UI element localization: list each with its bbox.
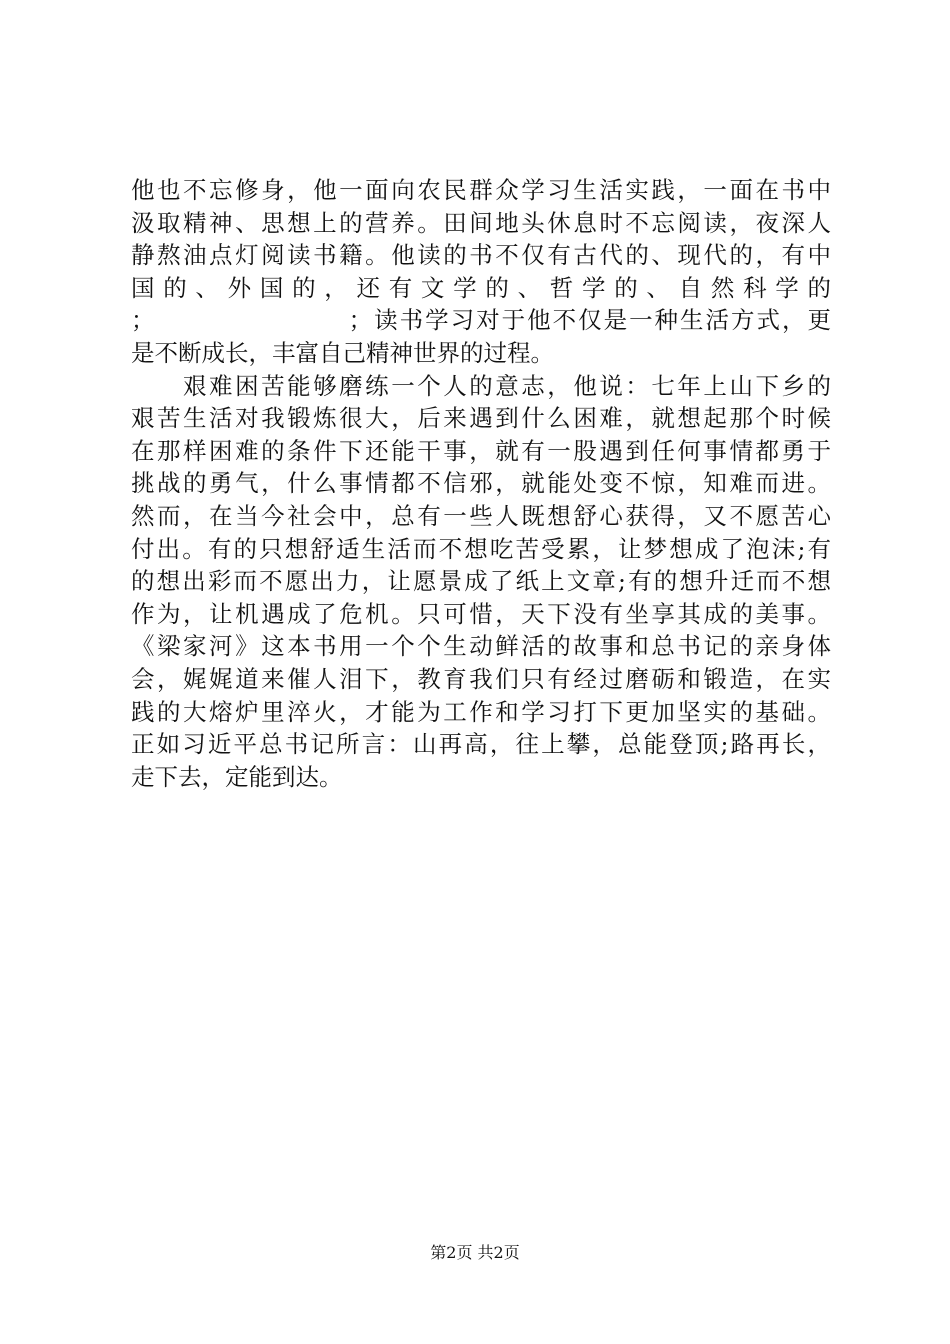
text-line: 汲取精神、思想上的营养。田间地头休息时不忘阅读，夜深人 (131, 208, 831, 237)
text-line: 他也不忘修身，他一面向农民群众学习生活实践，一面在书中 (131, 176, 831, 204)
text-line: 是不断成长，丰富自己精神世界的过程。 (131, 338, 554, 367)
body-text (131, 174, 831, 793)
text-line: 作为，让机遇成了危机。只可惜，天下没有坐享其成的美事。 (131, 599, 831, 628)
text-line: 在那样困难的条件下还能干事，就有一股遇到任何事情都勇于 (131, 436, 831, 465)
text-line: 然而，在当今社会中，总有一些人既想舒心获得，又不愿苦心 (131, 501, 831, 530)
page-footer: 第2页 共2页 (430, 1243, 520, 1262)
text-line: 《梁家河》这本书用一个个生动鲜活的故事和总书记的亲身体 (131, 632, 831, 661)
text-line: 艰难困苦能够磨练一个人的意志，他说：七年上山下乡的 (131, 371, 831, 400)
text-line: 静熬油点灯阅读书籍。他读的书不仅有古代的、现代的，有中 (131, 241, 831, 270)
text-line: 付出。有的只想舒适生活而不想吃苦受累，让梦想成了泡沫;有 (131, 534, 831, 563)
text-line: 走下去，定能到达。 (131, 762, 343, 791)
text-line: 会，娓娓道来催人泪下，教育我们只有经过磨砺和锻造，在实 (131, 664, 831, 693)
text-line: 挑战的勇气，什么事情都不信邪，就能处变不惊，知难而进。 (131, 469, 831, 498)
text-line: 艰苦生活对我锻炼很大，后来遇到什么困难，就想起那个时候 (131, 404, 831, 433)
text-line: 践的大熔炉里淬火，才能为工作和学习打下更加坚实的基础。 (131, 697, 831, 726)
text-line: 正如习近平总书记所言：山再高，往上攀，总能登顶;路再长， (131, 730, 831, 759)
text-line: 的想出彩而不愿出力，让愿景成了纸上文章;有的想升迁而不想 (131, 567, 831, 596)
text-line: 国的、外国的，还有文学的、哲学的、自然科学的 (131, 273, 831, 302)
text-line: ； ；读书学习对于他不仅是一种生活方式，更 (131, 306, 831, 335)
